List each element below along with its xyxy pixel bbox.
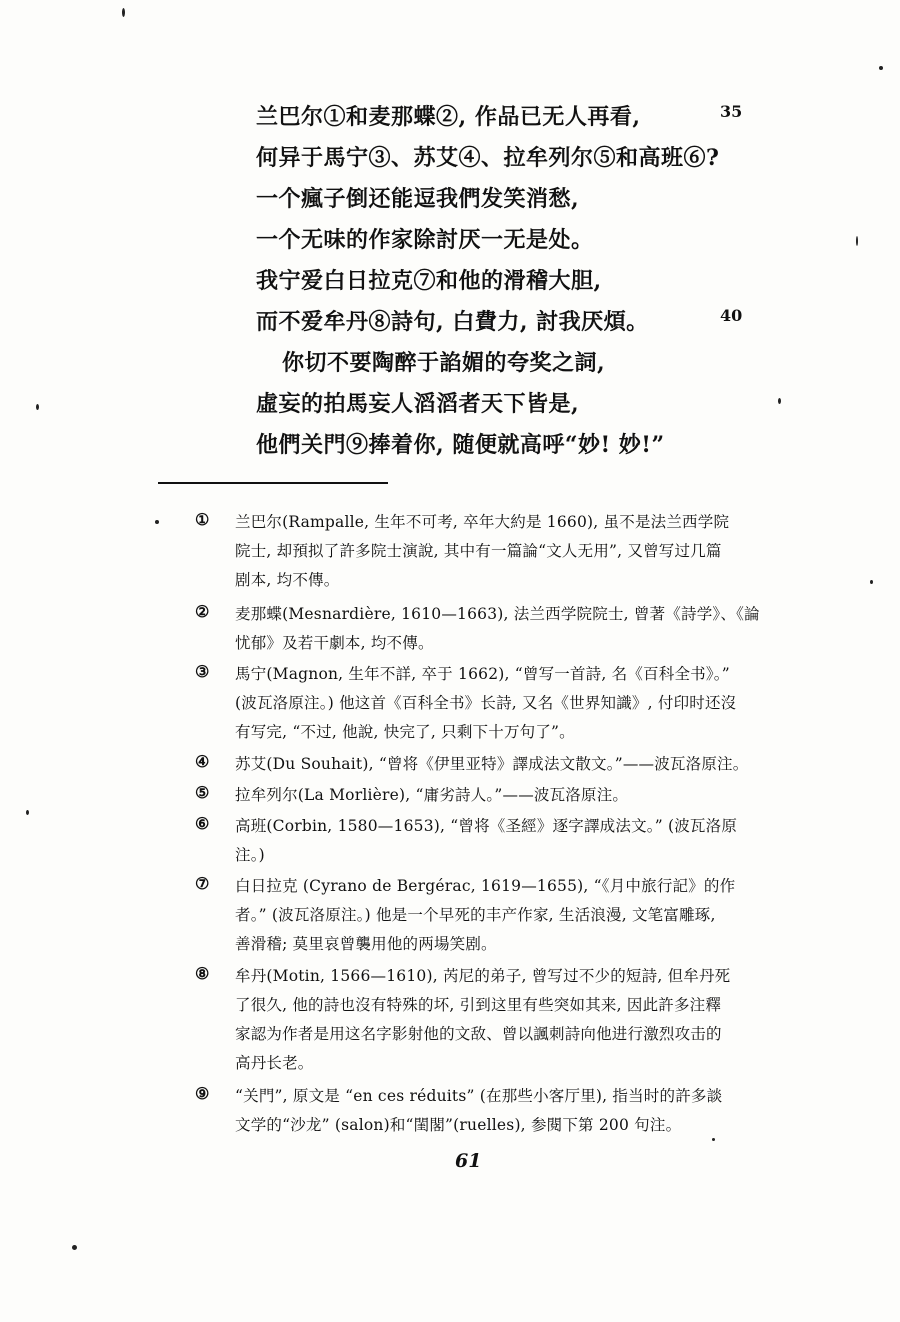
footnote-line: 高班(Corbin, 1580—1653), “曾将《圣經》逐字譯成法文。” (波瓦洛原 — [235, 817, 738, 835]
poem-line: 他們关門⑨捧着你, 随便就高呼“妙! 妙!” — [256, 432, 665, 458]
footnote-line: 高丹长老。 — [235, 1054, 314, 1072]
footnote-line: 拉牟列尔(La Morlière), “庸劣詩人。”——波瓦洛原注。 — [235, 786, 629, 804]
scan-speck — [778, 398, 781, 404]
footnote-line: 了很久, 他的詩也沒有特殊的坏, 引到这里有些突如其来, 因此許多注釋 — [235, 996, 722, 1014]
scan-speck — [155, 520, 159, 524]
scan-speck — [879, 66, 883, 70]
footnote-marker: ⑥ — [195, 814, 210, 833]
poem-line: 兰巴尔①和麦那蝶②, 作品已无人再看, — [256, 104, 641, 130]
footnote-line: 者。” (波瓦洛原注。) 他是一个早死的丰产作家, 生活浪漫, 文笔富雕琢, — [235, 906, 716, 924]
footnote-marker: ③ — [195, 662, 210, 681]
poem-line: 一个无味的作家除討厌一无是处。 — [256, 227, 594, 253]
poem-line: 何异于馬宁③、苏艾④、拉牟列尔⑤和高班⑥? — [256, 145, 720, 171]
poem-line: 而不爱牟丹⑧詩句, 白費力, 討我厌煩。 — [256, 309, 649, 335]
footnote-line: 注。) — [235, 846, 265, 864]
scan-speck — [712, 1138, 715, 1141]
footnote-marker: ② — [195, 602, 210, 621]
footnote-line: 麦那蝶(Mesnardière, 1610—1663), 法兰西学院院士, 曾著《詩学》、《論 — [235, 605, 760, 623]
footnote-marker: ⑧ — [195, 964, 210, 983]
footnote-marker: ⑦ — [195, 874, 210, 893]
footnote-line: 白日拉克 (Cyrano de Bergérac, 1619—1655), “《月中旅行記》的作 — [235, 877, 736, 895]
footnote-line: 兰巴尔(Rampalle, 生年不可考, 卒年大約是 1660), 虽不是法兰西学院 — [235, 513, 730, 531]
poem-line: 一个瘋子倒还能逗我們发笑消愁, — [256, 186, 580, 212]
scan-speck — [122, 8, 125, 17]
footnote-line: “关門”, 原文是 “en ces réduits” (在那些小客厅里), 指当时的許多談 — [235, 1087, 723, 1105]
line-number: 35 — [720, 102, 743, 121]
scan-speck — [36, 404, 39, 410]
footnote-line: 家認为作者是用这名字影射他的文敌、曾以諷刺詩向他进行激烈攻击的 — [235, 1025, 722, 1043]
footnote-line: 忧郁》及若干劇本, 均不傳。 — [235, 634, 434, 652]
scan-speck — [856, 236, 858, 246]
footnote-line: (波瓦洛原注。) 他这首《百科全书》长詩, 又名《世界知識》, 付印时还沒 — [235, 694, 737, 712]
scan-speck — [72, 1245, 77, 1250]
footnote-line: 馬宁(Magnon, 生年不詳, 卒于 1662), “曾写一首詩, 名《百科全书》。” — [235, 665, 730, 683]
line-number: 40 — [720, 306, 743, 325]
footnote-line: 牟丹(Motin, 1566—1610), 芮尼的弟子, 曾写过不少的短詩, 但牟丹死 — [235, 967, 731, 985]
footnote-marker: ⑨ — [195, 1084, 210, 1103]
footnote-marker: ⑤ — [195, 783, 210, 802]
footnote-line: 善滑稽; 莫里哀曾襲用他的两場笑剧。 — [235, 935, 497, 953]
footnote-line: 文学的“沙龙” (salon)和“閨閣”(ruelles), 参閱下第 200 句注。 — [235, 1116, 682, 1134]
poem-line: 虛妄的拍馬妄人滔滔者天下皆是, — [256, 391, 580, 417]
footnote-divider — [158, 482, 388, 484]
footnote-line: 剧本, 均不傳。 — [235, 571, 340, 589]
footnote-line: 有写完, “不过, 他說, 快完了, 只剩下十万句了”。 — [235, 723, 575, 741]
footnote-marker: ④ — [195, 752, 210, 771]
poem-line: 你切不要陶醉于諂媚的夸奖之詞, — [282, 350, 606, 376]
poem-line: 我宁爱白日拉克⑦和他的滑稽大胆, — [256, 268, 602, 294]
footnote-line: 苏艾(Du Souhait), “曾将《伊里亚特》譯成法文散文。”——波瓦洛原注。 — [235, 755, 749, 773]
scan-speck — [26, 810, 29, 815]
scan-speck — [870, 580, 873, 584]
page-number: 61 — [455, 1150, 482, 1172]
footnote-marker: ① — [195, 510, 210, 529]
footnote-line: 院士, 却預拟了許多院士演說, 其中有一篇論“文人无用”, 又曾写过几篇 — [235, 542, 722, 560]
